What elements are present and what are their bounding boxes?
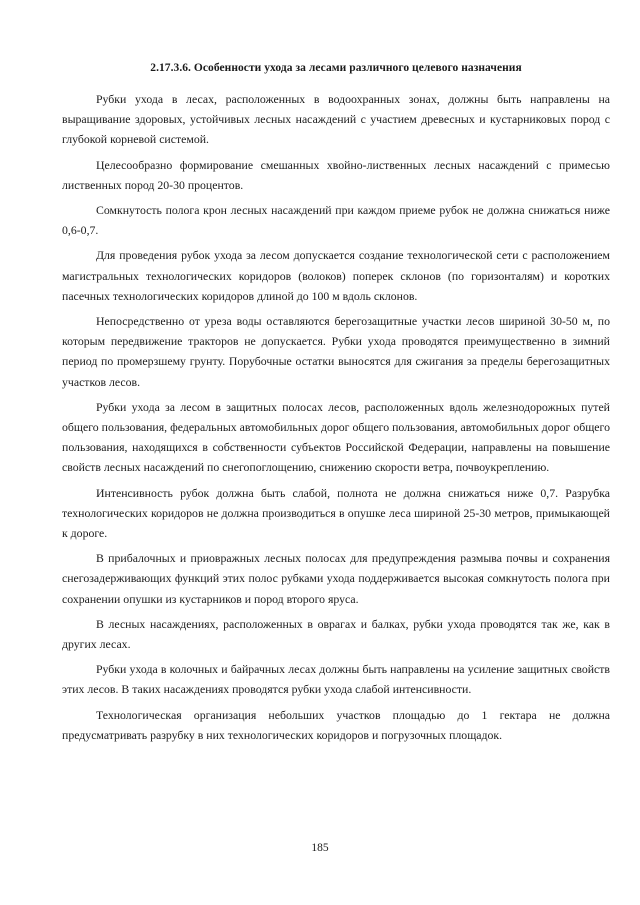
paragraph-mixed-stands: Целесообразно формирование смешанных хвойно-лиственных лесных насаждений с примесью лиственных пород 20-30 процентов.	[62, 157, 610, 192]
section-heading: 2.17.3.6. Особенности ухода за лесами различного целевого назначения	[150, 62, 522, 74]
paragraph-grove-forests: Рубки ухода в колочных и байрачных лесах должны быть направлены на усиление защитных свойств этих лесов. В таких насаждениях проводятся рубки ухода слабой интенсивности.	[62, 662, 610, 697]
paragraph-small-plots: Технологическая организация небольших участков площадью до 1 гектара не должна предусматривать разрубку в них технологических коридоров и погрузочных площадок.	[62, 707, 610, 742]
paragraph-ravines-gullies: В лесных насаждениях, расположенных в оврагах и балках, рубки ухода проводятся так же, как в других лесах.	[62, 616, 610, 652]
paragraph-bank-protection: Непосредственно от уреза воды оставляются берегозащитные участки лесов шириной 30-50 м, по которым передвижение тракторов не допускается. Рубки ухода проводятся преимущественно в зимний период по промерзшему грунту. Порубочные остатки выносятся для сжигания за пределы берегозащитных участков лесов.	[62, 314, 610, 389]
paragraph-ravine-strips: В прибалочных и приовражных лесных полосах для предупреждения размыва почвы и сохранения снегозадерживающих функций этих полос рубками ухода поддерживается высокая сомкнутость полога при сохранении опушки из кустарников и пород второго яруса.	[62, 551, 610, 606]
paragraph-water-protection-zones: Рубки ухода в лесах, расположенных в водоохранных зонах, должны быть направлены на выращивание здоровых, устойчивых лесных насаждений с участием древесных и кустарниковых пород с глубокой корневой системой.	[62, 92, 610, 147]
paragraph-technological-network: Для проведения рубок ухода за лесом допускается создание технологической сети с расположением магистральных технологических коридоров (волоков) поперек склонов (по горизонталям) и коротких пасечных технологических коридоров длиной до 100 м вдоль склонов.	[62, 248, 610, 303]
paragraph-protective-strips: Рубки ухода за лесом в защитных полосах лесов, расположенных вдоль железнодорожных путей общего пользования, федеральных автомобильных дорог общего пользования, автомобильных дорог общего пользования, находящихся в собственности субъектов Российской Федерации, направлены на повышение свойств лесных насаждений по снегопоглощению, снижению скорости ветра, почвоукреплению.	[62, 399, 610, 475]
page-number: 185	[311, 842, 329, 854]
paragraph-canopy-density: Сомкнутость полога крон лесных насаждений при каждом приеме рубок не должна снижаться ниже 0,6-0,7.	[62, 203, 610, 238]
paragraph-cutting-intensity: Интенсивность рубок должна быть слабой, полнота не должна снижаться ниже 0,7. Разрубка технологических коридоров не должна производиться в опушке леса шириной 25-30 метров, примыкающей к дороге.	[62, 485, 610, 541]
document-page	[62, 62, 610, 750]
